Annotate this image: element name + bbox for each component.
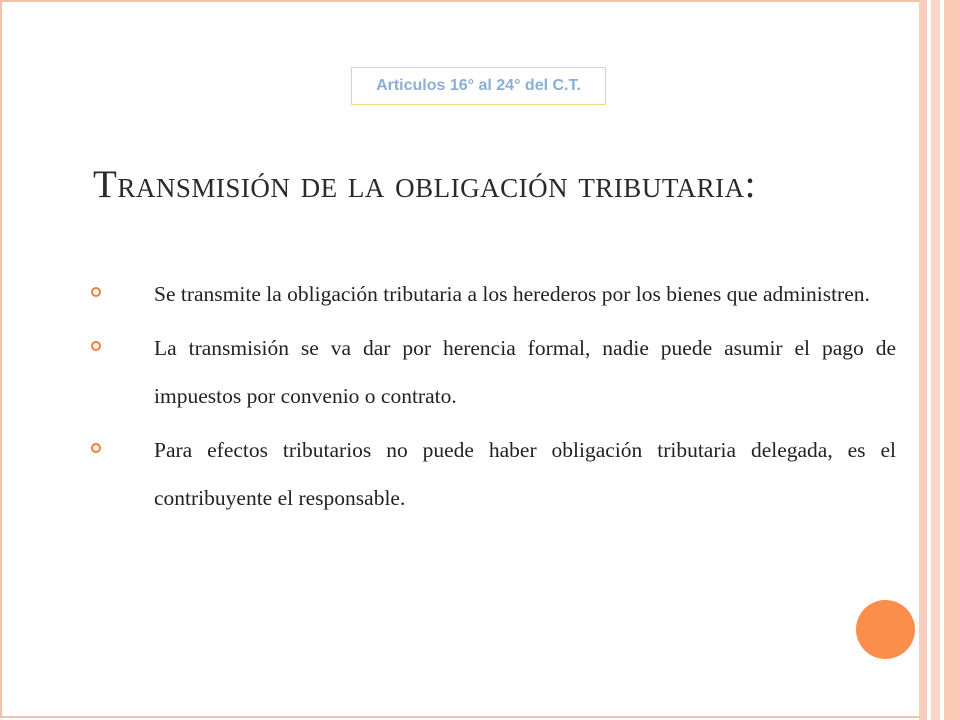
bullet-list xyxy=(88,270,896,528)
bullet-text: La transmisión se va dar por herencia formal, nadie puede asumir el pago de impuestos por convenio o contrato. xyxy=(154,336,896,408)
decorative-stripe xyxy=(944,0,960,720)
reference-tag: Articulos 16° al 24° del C.T. xyxy=(351,67,606,105)
bullet-item xyxy=(88,324,896,420)
bullet-circle-icon xyxy=(91,341,101,351)
bullet-text: Se transmite la obligación tributaria a los herederos por los bienes que administren. xyxy=(154,282,870,306)
decorative-stripe xyxy=(931,0,940,720)
decorative-circle-icon xyxy=(856,600,915,659)
bullet-circle-icon xyxy=(91,443,101,453)
bullet-item xyxy=(88,270,896,318)
bullet-circle-icon xyxy=(91,287,101,297)
bullet-text: Para efectos tributarios no puede haber obligación tributaria delegada, es el contribuyente el responsable. xyxy=(154,438,896,510)
decorative-stripe xyxy=(919,0,927,720)
bullet-item xyxy=(88,426,896,522)
slide-title: Transmisión de la obligación tributaria: xyxy=(93,163,756,206)
